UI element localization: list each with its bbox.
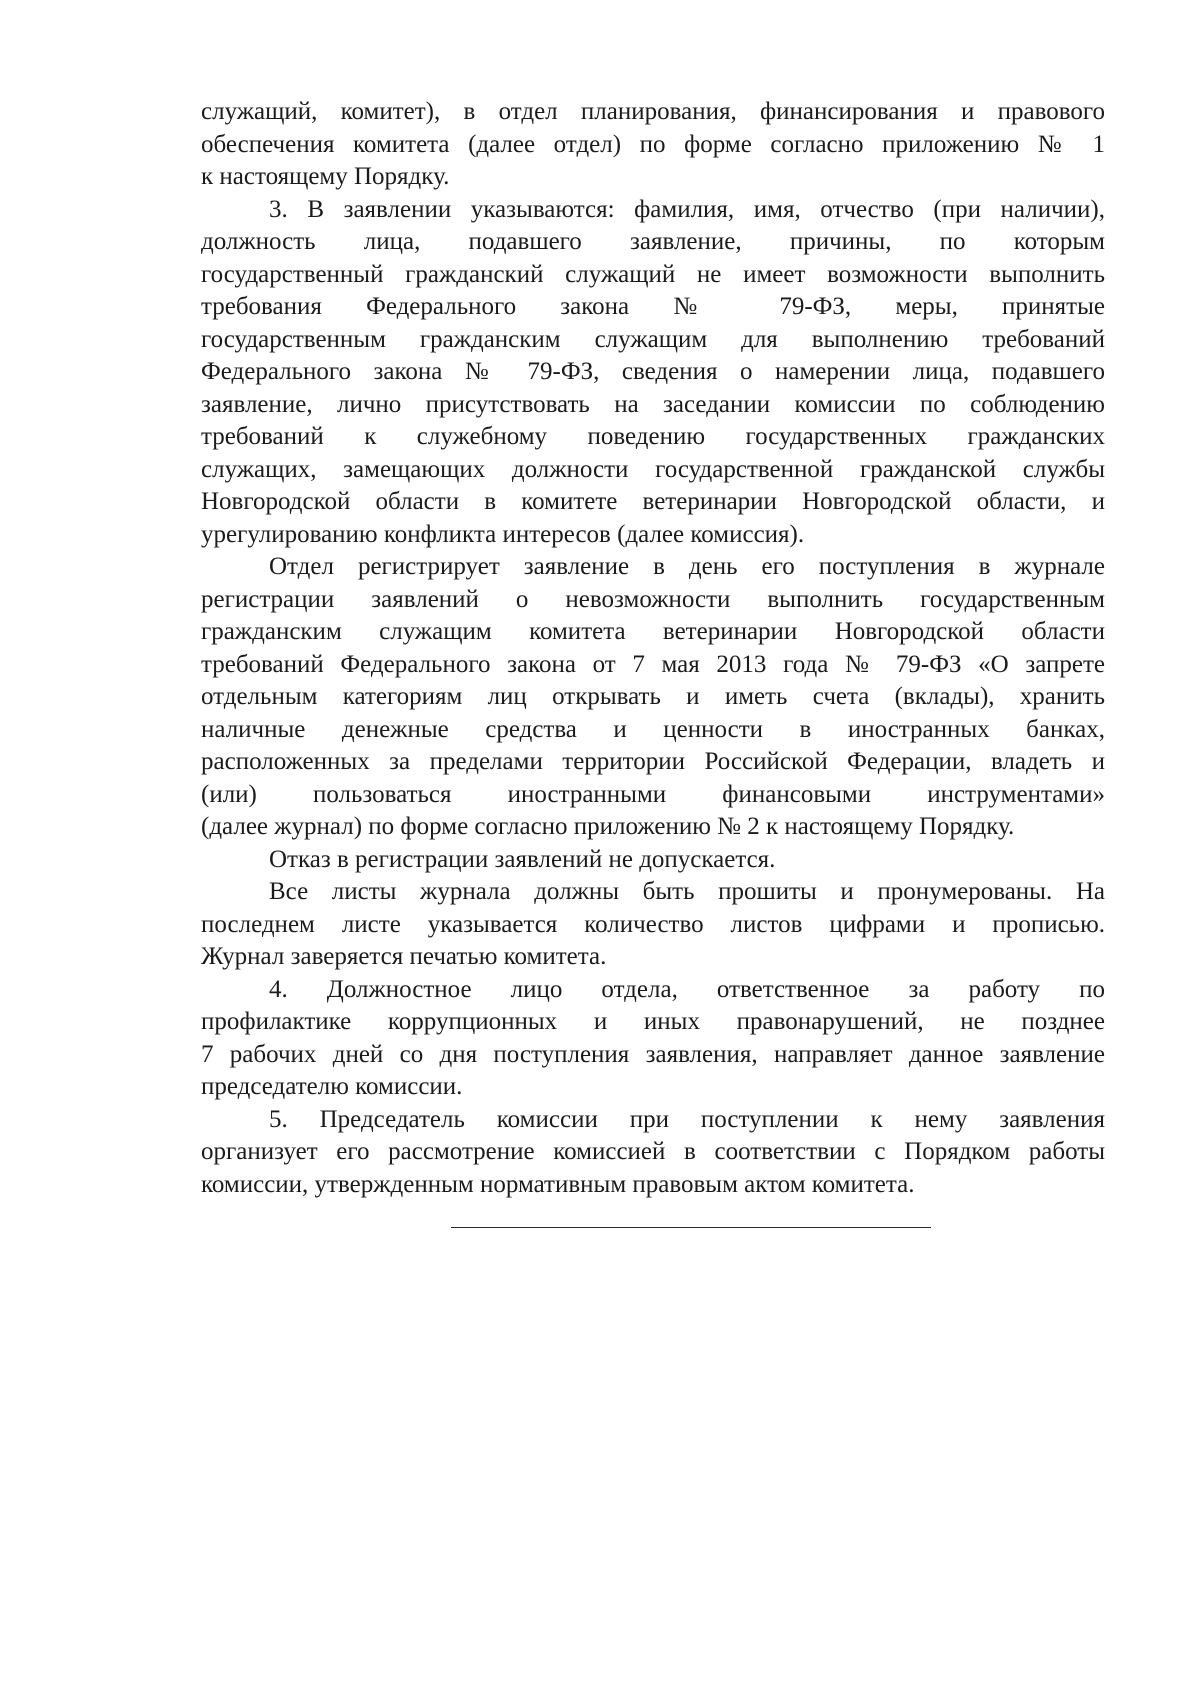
text-line: служащих, замещающих должности государственной гражданской службы [201,455,1105,483]
text-line: регистрации заявлений о невозможности выполнить государственным [201,585,1105,613]
text-line: обеспечения комитета (далее отдел) по форме согласно приложению № 1 [201,130,1105,158]
text-line: Федерального закона № 79-ФЗ, сведения о намерении лица, подавшего [201,358,1105,385]
text-line: 4. Должностное лицо отдела, ответственное за работу по [269,975,1105,1003]
text-line: профилактике коррупционных и иных правонарушений, не позднее [201,1008,1105,1035]
text-line: гражданским служащим комитета ветеринарии Новгородской области [201,618,1105,645]
text-line: должность лица, подавшего заявление, причины, по которым [201,228,1105,255]
text-line: наличные денежные средства и ценности в иностранных банках, [201,715,1105,743]
text-line: заявление, лично присутствовать на заседании комиссии по соблюдению [201,390,1105,418]
text-line: председателю комиссии. [201,1073,463,1100]
text-line: Журнал заверяется печатью комитета. [201,943,607,970]
text-line: комиссии, утвержденным нормативным правовым актом комитета. [201,1170,915,1198]
text-line: 5. Председатель комиссии при поступлении к нему заявления [269,1105,1105,1133]
text-line: государственным гражданским служащим для выполнению требований [201,325,1105,353]
text-line: к настоящему Порядку. [201,163,450,190]
text-line: требований Федерального закона от 7 мая 2013 года № 79-ФЗ «О запрете [201,650,1105,678]
end-of-text-rule [451,1227,931,1228]
text-line: Все листы журнала должны быть прошиты и пронумерованы. На [269,878,1105,905]
text-line: Новгородской области в комитете ветеринарии Новгородской области, и [201,488,1105,515]
text-line: требований к служебному поведению государственных гражданских [201,423,1105,450]
text-line: государственный гражданский служащий не имеет возможности выполнить [201,260,1105,288]
text-line: отдельным категориям лиц открывать и иметь счета (вклады), хранить [201,683,1105,710]
text-line: 7 рабочих дней со дня поступления заявления, направляет данное заявление [201,1040,1105,1068]
text-line: расположенных за пределами территории Российской Федерации, владеть и [201,748,1105,775]
text-line: Отдел регистрирует заявление в день его поступления в журнале [269,553,1105,580]
text-line: (далее журнал) по форме согласно приложению № 2 к настоящему Порядку. [201,813,1015,840]
document-body [201,96,1105,1201]
text-line: требования Федерального закона № 79-ФЗ, меры, принятые [201,293,1105,320]
text-line: служащий, комитет), в отдел планирования, финансирования и правового [201,98,1105,125]
text-line: урегулированию конфликта интересов (далее комиссия). [201,520,805,548]
text-line: организует его рассмотрение комиссией в соответствии с Порядком работы [201,1138,1105,1165]
text-line: 3. В заявлении указываются: фамилия, имя, отчество (при наличии), [269,195,1105,223]
text-line: (или) пользоваться иностранными финансовыми инструментами» [201,780,1105,808]
text-line: Отказ в регистрации заявлений не допускается. [269,845,776,873]
text-line: последнем листе указывается количество листов цифрами и прописью. [201,910,1105,938]
